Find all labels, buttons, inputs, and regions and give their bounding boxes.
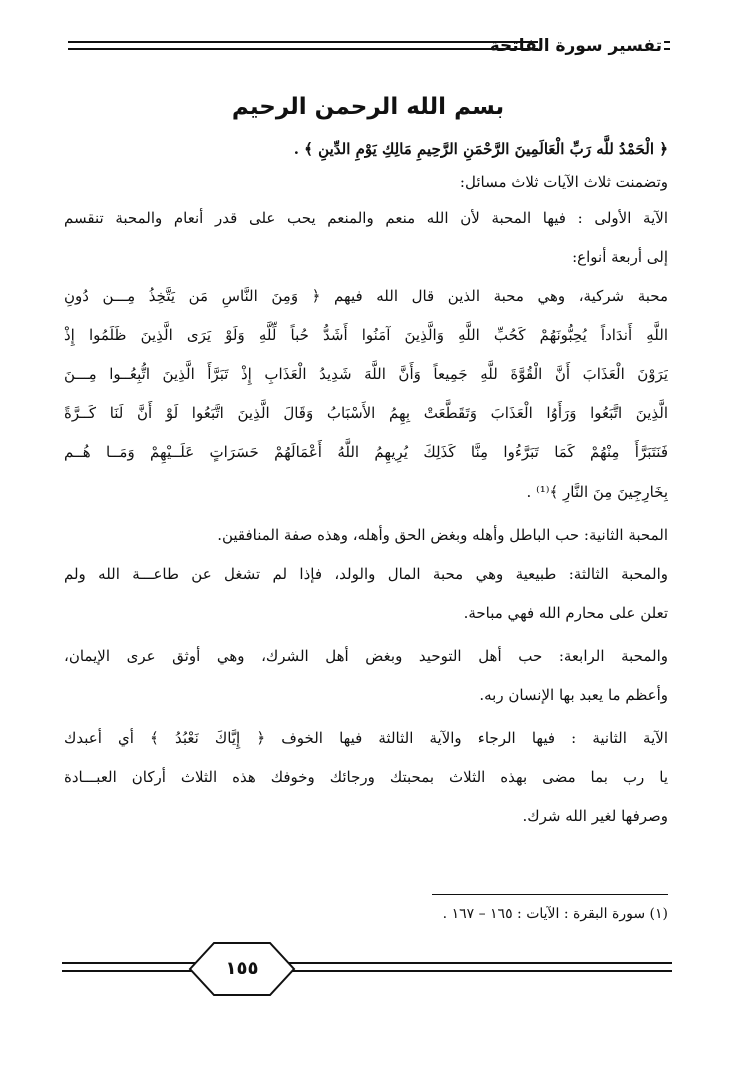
footer-rule-left-top (62, 962, 202, 964)
header-rule-top (68, 41, 538, 43)
footer-rule-right-top (282, 962, 672, 964)
page-number-badge (187, 940, 297, 998)
text-line: يا رب بما مضى بهذه الثلاث بمحبتك ورجائك وخوفك هذه الثلاث أركان العبـــادة (64, 768, 668, 786)
page-footer (62, 940, 672, 1000)
text-line: ﴿ الْحَمْدُ للَّه رَبِّ الْعَالَمِينَ الرَّحْمَنِ الرَّحِيمِ مَالِكِ يَوْمِ الدِّينِ ﴾ . (293, 140, 668, 158)
text-line: وأعظم ما يعبد بها الإنسان ربه. (479, 686, 668, 704)
footnote: (١) سورة البقرة : الآيات : ١٦٥ – ١٦٧ . (442, 906, 668, 922)
text-line: الآية الثانية : فيها الرجاء والآية الثالثة فيها الخوف ﴿ إِيَّاكَ نَعْبُدُ ﴾ أي أعبدك (64, 729, 668, 747)
text-line: بِخَارِجِينَ مِنَ النَّارِ ﴾⁽¹⁾ . (526, 483, 668, 501)
running-header (68, 34, 670, 58)
text-line: والمحبة الرابعة: حب أهل التوحيد وبغض أهل الشرك، وهي أوثق عرى الإيمان، (64, 647, 668, 665)
text-line: اللَّهِ أَندَاداً يُحِبُّونَهُمْ كَحُبِّ اللَّهِ وَالَّذِينَ آمَنُوا أَشَدُّ حُباً لِّلَّهِ وَلَوْ يَرَى الَّذِينَ ظَلَمُوا إِذْ (64, 326, 668, 344)
header-rule-bottom (68, 48, 538, 50)
footnote-separator (432, 894, 668, 895)
page-number: ١٥٥ (225, 958, 259, 979)
footer-rule-right-bottom (282, 970, 672, 972)
basmala-heading: بسم الله الرحمن الرحيم (231, 94, 505, 120)
text-line: يَرَوْنَ الْعَذَابَ أَنَّ الْقُوَّةَ للَّهِ جَمِيعاً وَأَنَّ اللَّهَ شَدِيدُ الْعَذَابِ إِذْ تَبَرَّأَ الَّذِينَ اتُّبِعُــوا مِـــنَ (64, 365, 668, 383)
body-text (64, 132, 668, 836)
text-line: الآية الأولى : فيها المحبة لأن الله منعم والمنعم يحب على قدر أنعام والمحبة تنقسم (64, 209, 668, 227)
text-line: إلى أربعة أنواع: (572, 248, 668, 266)
text-line: المحبة الثانية: حب الباطل وأهله وبغض الحق وأهله، وهذه صفة المنافقين. (217, 526, 668, 544)
text-line: فَنَتَبَرَّأَ مِنْهُمْ كَمَا تَبَرَّءُوا مِنَّا كَذَلِكَ يُرِيهِمُ اللَّهُ أَعْمَالَهُمْ حَسَرَاتٍ عَلَــيْهِمْ وَمَــا هُــم (64, 443, 668, 461)
text-line: محبة شركية، وهي محبة الذين قال الله فيهم ﴿ وَمِنَ النَّاسِ مَن يَتَّخِذُ مِـــن دُونِ (64, 287, 668, 305)
text-line: وصرفها لغير الله شرك. (522, 807, 668, 825)
text-line: الَّذِينَ اتَّبَعُوا وَرَأَوُا الْعَذَابَ وَتَقَطَّعَتْ بِهِمُ الأَسْبَابُ وَقَالَ الَّذِينَ اتَّبَعُوا لَوْ أَنَّ لَنَا كَــرَّةً (64, 404, 668, 422)
header-rule-right-bottom (664, 48, 670, 50)
text-line: والمحبة الثالثة: طبيعية وهي محبة المال والولد، فإذا لم تشغل عن طاعـــة الله ولم (64, 565, 668, 583)
text-line: تعلن على محارم الله فهي مباحة. (463, 604, 668, 622)
footer-rule-left-bottom (62, 970, 202, 972)
header-rule-right-top (664, 41, 670, 43)
text-line: وتضمنت ثلاث الآيات ثلاث مسائل: (459, 173, 668, 191)
header-title: تفسير سورة الفاتحة (489, 36, 662, 56)
